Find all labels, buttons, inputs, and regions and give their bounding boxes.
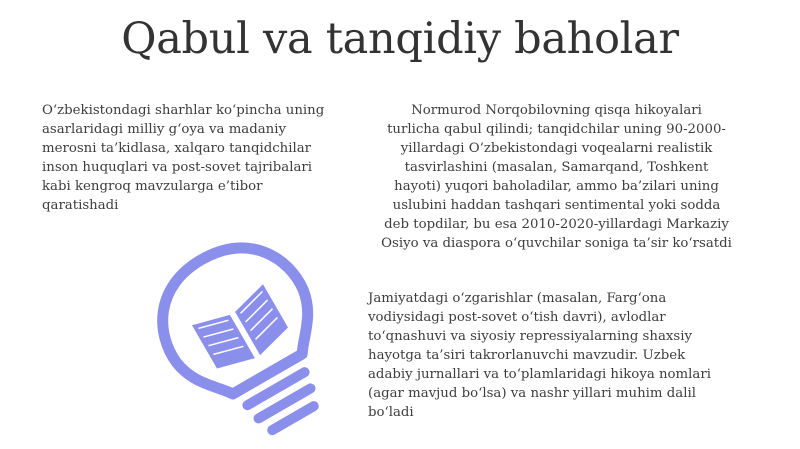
- left-paragraph: O‘zbekistondagi sharhlar ko‘pincha uning asarlaridagi milliy g‘oya va madaniy merosni ta’kidlasa, xalqaro tanqidchilar inson huquqlari va post-sovet tajribalari kabi kengroq mavzularga e’tibor qaratishadi: [42, 103, 325, 213]
- bottom-paragraph: Jamiyatdagi o‘zgarishlar (masalan, Farg‘ona vodiysidagi post-sovet o‘tish davri), avlodlar to‘qnashuvi va siyosiy repressiyalarning shaxsiy hayotga ta’siri takrorlanuvchi mavzudir. Uzbek adabiy jurnallari va to‘plamlaridagi hikoya nomlari (agar mavjud bo‘lsa) va nashr yillari muhim dalil bo‘ladi: [368, 291, 711, 420]
- right-paragraph: Normurod Norqobilovning qisqa hikoyalari turlicha qabul qilindi; tanqidchilar uning 90-2000- yillardagi O‘zbekistondagi voqealarni realistik tasvirlashini (masalan, Samarqand, Toshkent hayoti) yuqori baholadilar, ammo ba’zilari uning uslubini haddan tashqari sentimental yoki sodda deb topdilar, bu esa 2010-2020-yillardagi Markaziy Osiyo va diaspora o‘quvchilar soniga ta’sir ko‘rsatdi: [381, 103, 732, 251]
- lightbulb-book-icon: [150, 240, 340, 445]
- slide-title: Qabul va tanqidiy baholar: [121, 14, 679, 64]
